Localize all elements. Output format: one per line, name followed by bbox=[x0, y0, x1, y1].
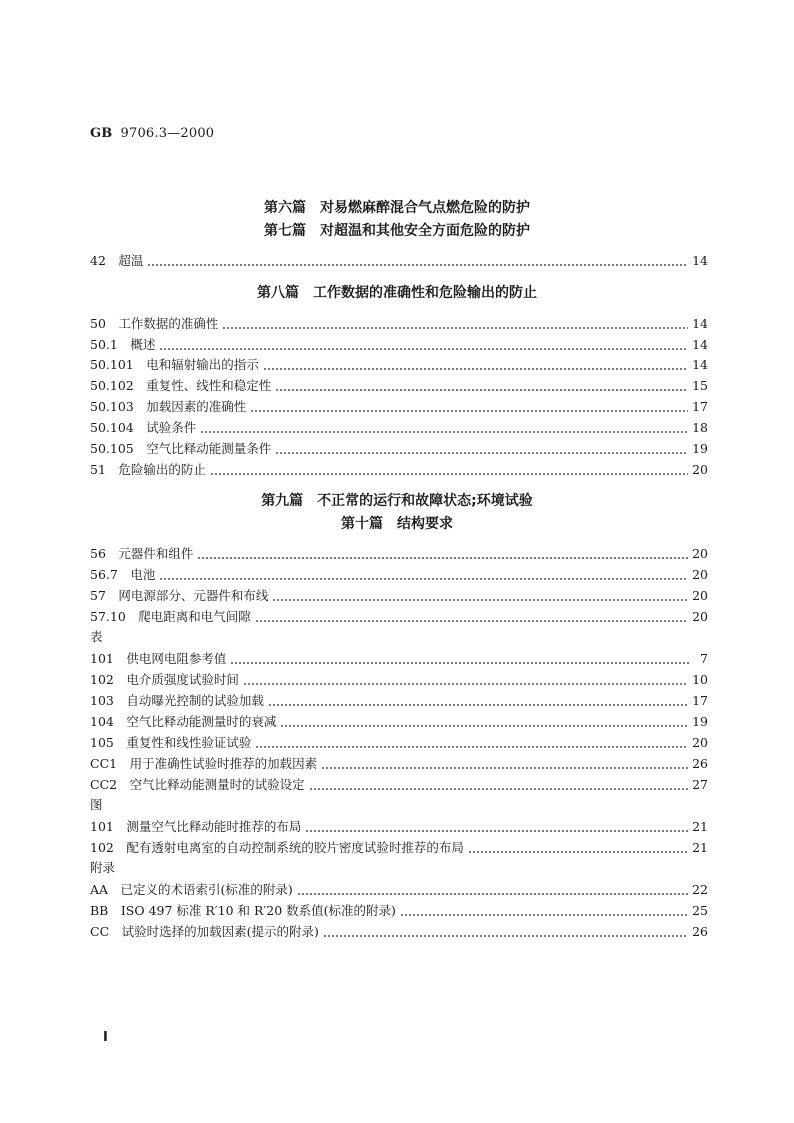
toc-entry-label: 57.10 爬电距离和电气间隙 bbox=[90, 609, 251, 624]
toc-entry-label: 103 自动曝光控制的试验加载 bbox=[90, 693, 264, 708]
toc-page-number: 15 bbox=[692, 378, 708, 393]
toc-page-number: 21 bbox=[692, 819, 708, 834]
document-header bbox=[90, 126, 214, 141]
toc-page-number: 17 bbox=[692, 399, 708, 414]
dot-leader bbox=[197, 544, 688, 564]
toc-table-105[interactable] bbox=[90, 733, 708, 753]
toc-entry-56-7[interactable] bbox=[90, 565, 708, 585]
toc-entry-label: 105 重复性和线性验证试验 bbox=[90, 735, 252, 750]
dot-leader bbox=[159, 335, 688, 355]
toc-page-number: 14 bbox=[692, 357, 708, 372]
toc-entry-label: CC1 用于准确性试验时推荐的加载因素 bbox=[90, 756, 318, 771]
dot-leader bbox=[147, 251, 688, 271]
dot-leader bbox=[321, 754, 688, 774]
dot-leader bbox=[305, 817, 688, 837]
toc-page-number: 20 bbox=[692, 588, 708, 603]
dot-leader bbox=[230, 649, 690, 669]
toc-page-number: 26 bbox=[692, 924, 708, 939]
toc-entry-42[interactable] bbox=[90, 251, 708, 271]
section-title-7: 第七篇 对超温和其他安全方面危险的防护 bbox=[264, 223, 530, 239]
toc-entry-label: 50.104 试验条件 bbox=[90, 420, 197, 435]
toc-entry-57[interactable] bbox=[90, 586, 708, 606]
dot-leader bbox=[268, 691, 688, 711]
toc-entry-50[interactable] bbox=[90, 314, 708, 334]
toc-page-number: 14 bbox=[692, 337, 708, 352]
toc-entry-label: 50.102 重复性、线性和稳定性 bbox=[90, 378, 272, 393]
dot-leader bbox=[200, 418, 688, 438]
toc-entry-51[interactable] bbox=[90, 460, 708, 480]
section-title-9: 第九篇 不正常的运行和故障状态;环境试验 bbox=[261, 493, 533, 509]
toc-page-number: 19 bbox=[692, 714, 708, 729]
toc-entry-label: CC 试验时选择的加载因素(提示的附录) bbox=[90, 924, 319, 939]
toc-entry-label: 101 供电网电阻参考值 bbox=[90, 651, 227, 666]
toc-entry-label: 51 危险输出的防止 bbox=[90, 462, 206, 477]
toc-page-number: 20 bbox=[692, 546, 708, 561]
dot-leader bbox=[159, 565, 688, 585]
standard-number: 9706.3—2000 bbox=[120, 126, 215, 141]
toc-entry-50-105[interactable] bbox=[90, 439, 708, 459]
toc-entry-label: 50.105 空气比释动能测量条件 bbox=[90, 441, 272, 456]
dot-leader bbox=[323, 922, 688, 942]
toc-page-number: 7 bbox=[700, 651, 708, 666]
roman-page-number: I bbox=[103, 1030, 108, 1045]
dot-leader bbox=[309, 775, 689, 795]
toc-entry-50-1[interactable] bbox=[90, 335, 708, 355]
toc-entry-50-101[interactable] bbox=[90, 355, 708, 375]
toc-page-number: 18 bbox=[692, 420, 708, 435]
toc-entry-label: 101 测量空气比释动能时推荐的布局 bbox=[90, 819, 302, 834]
dot-leader bbox=[468, 838, 688, 858]
toc-page-number: 20 bbox=[692, 567, 708, 582]
toc-entry-50-103[interactable] bbox=[90, 397, 708, 417]
dot-leader bbox=[222, 314, 688, 334]
toc-page-number: 19 bbox=[692, 441, 708, 456]
standard-prefix: GB bbox=[90, 126, 113, 141]
dot-leader bbox=[400, 901, 688, 921]
toc-entry-label: 50.103 加载因素的准确性 bbox=[90, 399, 247, 414]
toc-page-number: 17 bbox=[692, 693, 708, 708]
toc-entry-56[interactable] bbox=[90, 544, 708, 564]
toc-entry-label: CC2 空气比释动能测量时的试验设定 bbox=[90, 777, 305, 792]
toc-table-104[interactable] bbox=[90, 712, 708, 732]
dot-leader bbox=[263, 355, 688, 375]
section-title-8: 第八篇 工作数据的准确性和危险输出的防止 bbox=[257, 285, 537, 301]
toc-entry-label: 50 工作数据的准确性 bbox=[90, 316, 219, 331]
tables-heading: 表 bbox=[90, 629, 103, 644]
toc-entry-label: 42 超温 bbox=[90, 253, 144, 268]
toc-entry-label: 57 网电源部分、元器件和布线 bbox=[90, 588, 269, 603]
toc-page-number: 26 bbox=[692, 756, 708, 771]
toc-page-number: 20 bbox=[692, 462, 708, 477]
toc-page-number: 25 bbox=[692, 903, 708, 918]
toc-appendix-bb[interactable] bbox=[90, 901, 708, 921]
section-title-6: 第六篇 对易燃麻醉混合气点燃危险的防护 bbox=[264, 200, 530, 216]
toc-entry-label: 56 元器件和组件 bbox=[90, 546, 194, 561]
toc-entry-50-102[interactable] bbox=[90, 376, 708, 396]
dot-leader bbox=[255, 733, 688, 753]
toc-table-103[interactable] bbox=[90, 691, 708, 711]
toc-table-102[interactable] bbox=[90, 670, 708, 690]
dot-leader bbox=[297, 880, 688, 900]
toc-page-number: 10 bbox=[692, 672, 708, 687]
toc-entry-label: 104 空气比释动能测量时的衰减 bbox=[90, 714, 277, 729]
dot-leader bbox=[275, 439, 688, 459]
toc-page-number: 22 bbox=[692, 882, 708, 897]
toc-page-number: 20 bbox=[692, 609, 708, 624]
toc-appendix-cc[interactable] bbox=[90, 922, 708, 942]
toc-figure-102[interactable] bbox=[90, 838, 708, 858]
toc-page-number: 14 bbox=[692, 253, 708, 268]
toc-page-number: 20 bbox=[692, 735, 708, 750]
toc-table-cc1[interactable] bbox=[90, 754, 708, 774]
toc-table-cc2[interactable] bbox=[90, 775, 708, 795]
dot-leader bbox=[250, 397, 688, 417]
toc-page-number: 14 bbox=[692, 316, 708, 331]
dot-leader bbox=[255, 607, 688, 627]
toc-entry-label: 102 电介质强度试验时间 bbox=[90, 672, 239, 687]
toc-entry-label: 50.1 概述 bbox=[90, 337, 156, 352]
dot-leader bbox=[272, 586, 688, 606]
section-title-10: 第十篇 结构要求 bbox=[341, 516, 453, 532]
toc-entry-57-10[interactable] bbox=[90, 607, 708, 627]
toc-table-101[interactable] bbox=[90, 649, 708, 669]
toc-entry-label: 50.101 电和辐射输出的指示 bbox=[90, 357, 259, 372]
figures-heading: 图 bbox=[90, 797, 103, 812]
dot-leader bbox=[210, 460, 688, 480]
toc-appendix-aa[interactable] bbox=[90, 880, 708, 900]
toc-entry-50-104[interactable] bbox=[90, 418, 708, 438]
dot-leader bbox=[243, 670, 688, 690]
toc-entry-label: AA 已定义的术语索引(标准的附录) bbox=[90, 882, 293, 897]
toc-entry-label: BB ISO 497 标准 R′10 和 R′20 数系值(标准的附录) bbox=[90, 903, 396, 918]
toc-entry-label: 102 配有透射电离室的自动控制系统的胶片密度试验时推荐的布局 bbox=[90, 840, 464, 855]
toc-entry-label: 56.7 电池 bbox=[90, 567, 156, 582]
appendices-heading: 附录 bbox=[90, 860, 116, 875]
dot-leader bbox=[280, 712, 688, 732]
toc-page-number: 21 bbox=[692, 840, 708, 855]
toc-figure-101[interactable] bbox=[90, 817, 708, 837]
dot-leader bbox=[275, 376, 688, 396]
toc-page-number: 27 bbox=[692, 777, 708, 792]
